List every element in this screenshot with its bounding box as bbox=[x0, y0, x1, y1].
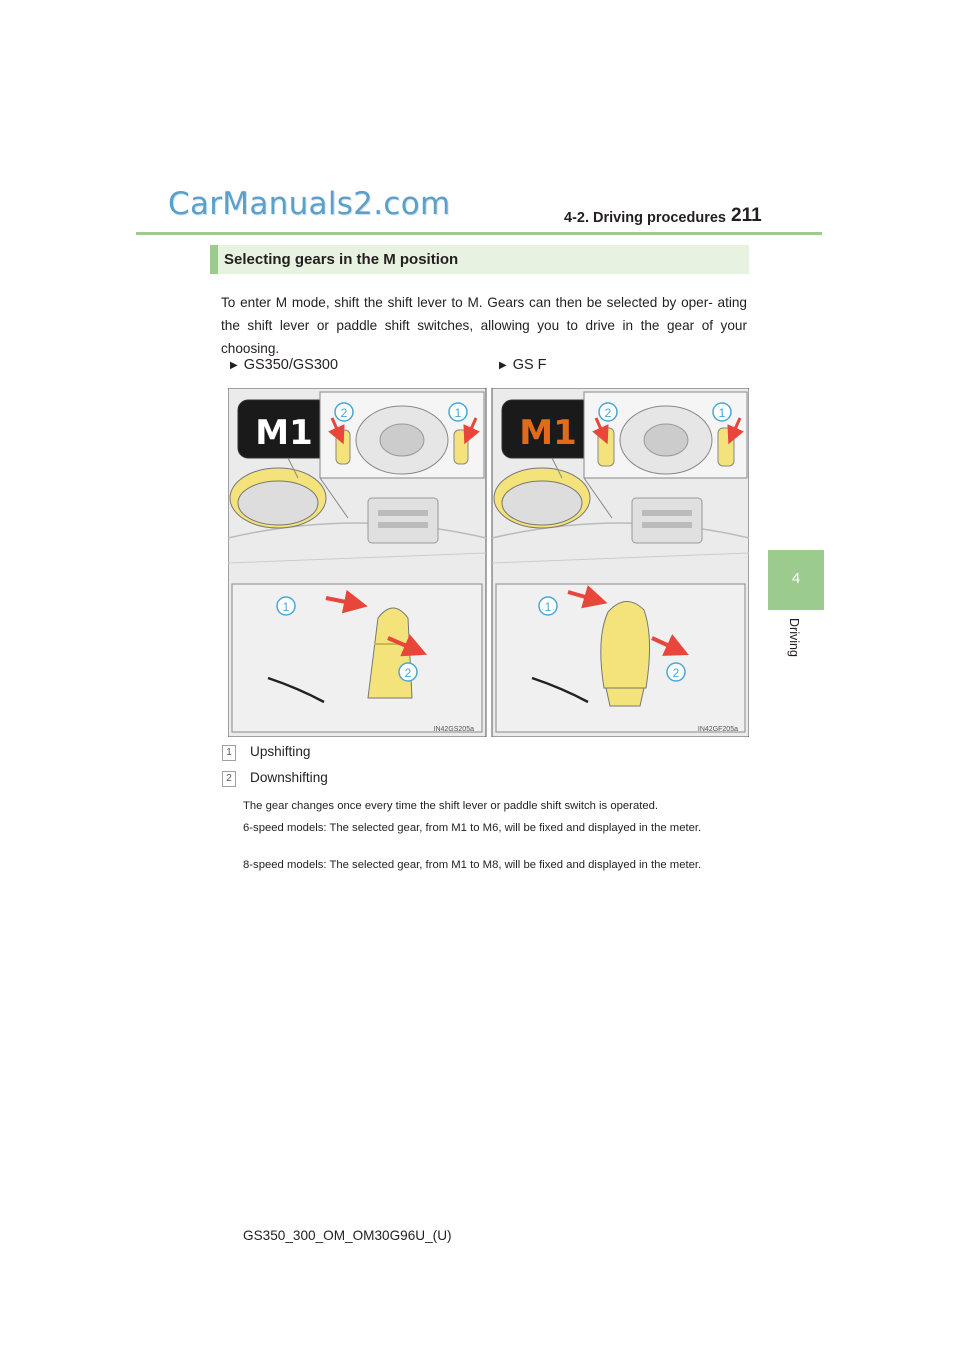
callout-number: 1 bbox=[454, 406, 462, 420]
callout-number: 1 bbox=[282, 600, 290, 614]
callout-number: 2 bbox=[340, 406, 348, 420]
callout-number: 2 bbox=[404, 666, 412, 680]
watermark-logo: CarManuals2.com bbox=[168, 186, 451, 222]
footer-code: GS350_300_OM_OM30G96U_(U) bbox=[243, 1228, 452, 1243]
note-6-speed: 6-speed models: The selected gear, from M1 to M6, will be fixed and displayed in the meter. bbox=[243, 822, 702, 834]
callout-number: 2 bbox=[604, 406, 612, 420]
shift-illustration bbox=[228, 388, 749, 737]
figure-code: IN42GF205a bbox=[697, 726, 738, 733]
note-8-speed: 8-speed models: The selected gear, from M1 to M8, will be fixed and displayed in the meter. bbox=[243, 859, 702, 871]
callout-number: 2 bbox=[672, 666, 680, 680]
panel-gsf bbox=[492, 388, 749, 737]
callout-number: 1 bbox=[544, 600, 552, 614]
legend-text: Upshifting bbox=[250, 744, 311, 759]
triangle-bullet-icon: ▶ bbox=[499, 360, 507, 371]
gear-display-m1: M1 bbox=[255, 413, 313, 453]
page-number: 211 bbox=[731, 205, 762, 226]
panel-gs350 bbox=[228, 388, 486, 737]
intro-paragraph: To enter M mode, shift the shift lever to M. Gears can then be selected by oper- ating the shift lever or paddle shift switches, allowing you to drive in the gear of your choosing. bbox=[221, 295, 747, 356]
legend-upshifting bbox=[222, 744, 310, 761]
legend-downshifting bbox=[222, 770, 328, 787]
section-heading: Selecting gears in the M position bbox=[224, 251, 459, 268]
chapter-title: Driving bbox=[787, 618, 801, 657]
triangle-bullet-icon: ▶ bbox=[230, 360, 238, 371]
header-rule bbox=[136, 232, 822, 235]
gear-display-m1: M1 bbox=[519, 413, 577, 453]
section-label: 4-2. Driving procedures bbox=[564, 210, 726, 226]
model-label-gsf: ▶ GS F bbox=[499, 357, 547, 373]
chapter-number: 4 bbox=[791, 570, 801, 587]
legend-number: 2 bbox=[222, 771, 236, 787]
model-label-gs350: ▶ GS350/GS300 bbox=[230, 357, 339, 373]
callout-number: 1 bbox=[718, 406, 726, 420]
note-operation: The gear changes once every time the shift lever or paddle shift switch is operated. bbox=[243, 800, 659, 812]
legend-text: Downshifting bbox=[250, 770, 328, 785]
figure-code: IN42GS205a bbox=[433, 726, 474, 733]
legend-number: 1 bbox=[222, 745, 236, 761]
